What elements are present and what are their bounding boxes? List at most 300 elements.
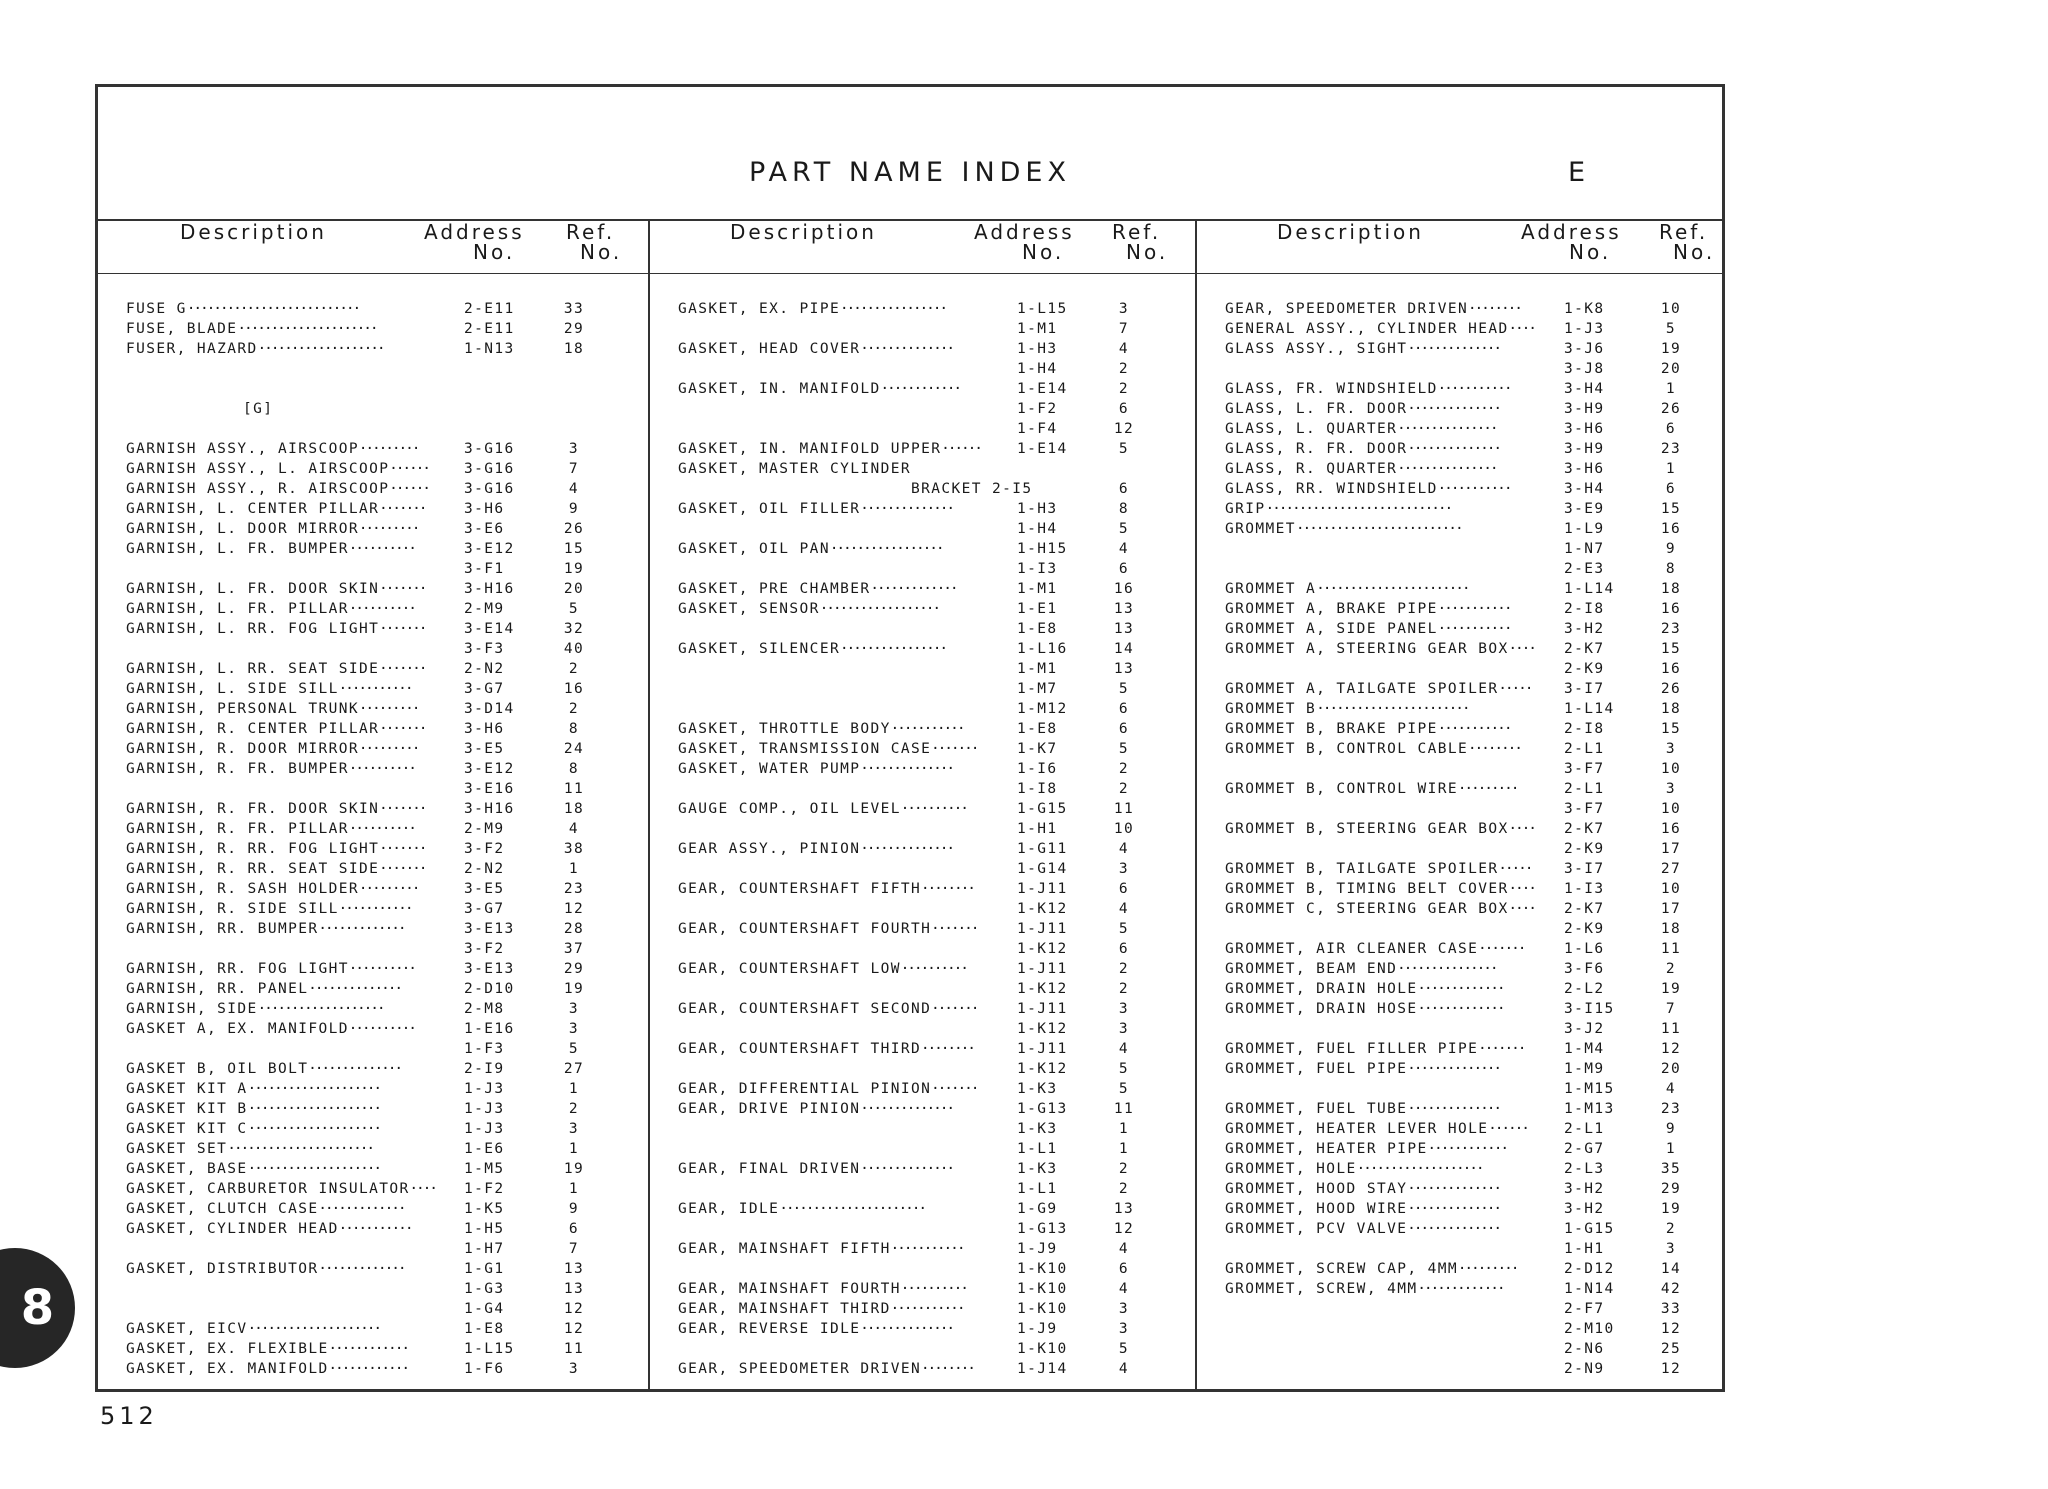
part-description: GEAR, SPEEDOMETER DRIVEN — [1225, 301, 1469, 317]
header-address: Address — [974, 220, 1075, 244]
part-description: FUSE G — [126, 301, 187, 317]
ref-no: 11 — [563, 1341, 585, 1357]
index-row — [1197, 559, 1722, 579]
ref-no: 2 — [1118, 1181, 1130, 1197]
address-no: 1-J11 — [1017, 1041, 1068, 1057]
index-row — [650, 459, 1195, 479]
address-no: 1-N13 — [464, 341, 515, 357]
part-description: GASKET, PRE CHAMBER — [678, 581, 871, 597]
dot-leader: ···················· — [247, 1081, 381, 1097]
ref-no: 5 — [1665, 321, 1677, 337]
index-row — [98, 1039, 648, 1059]
ref-no: 16 — [1660, 821, 1682, 837]
address-no: 1-E6 — [464, 1141, 505, 1157]
part-description: GROMMET, FUEL PIPE — [1225, 1061, 1408, 1077]
ref-no: 26 — [1660, 401, 1682, 417]
index-row — [650, 739, 1195, 759]
ref-no: 20 — [563, 581, 585, 597]
ref-no: 1 — [568, 1141, 580, 1157]
dot-leader: ······· — [1478, 941, 1525, 957]
dot-leader: ·················· — [819, 601, 940, 617]
index-row — [650, 999, 1195, 1019]
index-row — [1197, 739, 1722, 759]
index-row — [98, 839, 648, 859]
ref-no: 2 — [568, 701, 580, 717]
address-no: 1-G9 — [1017, 1201, 1058, 1217]
ref-no: 5 — [568, 1041, 580, 1057]
ref-no: 14 — [1660, 1261, 1682, 1277]
part-description: GENERAL ASSY., CYLINDER HEAD — [1225, 321, 1509, 337]
ref-no: 14 — [1113, 641, 1135, 657]
index-row — [98, 1239, 648, 1259]
index-row — [1197, 659, 1722, 679]
index-row — [1197, 1159, 1722, 1179]
address-no: 3-E12 — [464, 761, 515, 777]
index-row — [1197, 1139, 1722, 1159]
ref-no: 3 — [1118, 1301, 1130, 1317]
ref-no: 6 — [1118, 701, 1130, 717]
ref-no: 6 — [1118, 881, 1130, 897]
ref-no: 40 — [563, 641, 585, 657]
dot-leader: ·············· — [860, 1101, 953, 1117]
address-no: 3-H6 — [1564, 421, 1605, 437]
address-no: 1-J11 — [1017, 921, 1068, 937]
ref-no: 7 — [568, 1241, 580, 1257]
part-description: GASKET, DISTRIBUTOR — [126, 1261, 319, 1277]
address-no: 2-N6 — [1564, 1341, 1605, 1357]
dot-leader: ······ — [389, 461, 429, 477]
address-no: 2-K7 — [1564, 641, 1605, 657]
part-description: GARNISH, R. DOOR MIRROR — [126, 741, 359, 757]
dot-leader: ·········· — [348, 1021, 415, 1037]
part-description: GEAR, COUNTERSHAFT SECOND — [678, 1001, 932, 1017]
dot-leader: ················ — [839, 641, 946, 657]
address-no: 1-E16 — [464, 1021, 515, 1037]
ref-no: 5 — [1118, 741, 1130, 757]
address-no: 1-K12 — [1017, 941, 1068, 957]
index-row — [1197, 1319, 1722, 1339]
part-description: GEAR, FINAL DRIVEN — [678, 1161, 861, 1177]
part-description: GLASS, L. QUARTER — [1225, 421, 1398, 437]
index-row — [1197, 1119, 1722, 1139]
index-row — [98, 399, 648, 419]
ref-no: 11 — [1113, 1101, 1135, 1117]
index-row — [650, 1179, 1195, 1199]
index-row — [98, 819, 648, 839]
ref-no: 18 — [563, 801, 585, 817]
ref-no: 35 — [1660, 1161, 1682, 1177]
header-ref-no: No. — [580, 240, 623, 264]
part-description: GROMMET A, BRAKE PIPE — [1225, 601, 1438, 617]
ref-no: 20 — [1660, 1061, 1682, 1077]
address-no: 3-H4 — [1564, 381, 1605, 397]
ref-no: 4 — [1118, 1281, 1130, 1297]
ref-no: 5 — [1118, 521, 1130, 537]
ref-no: 1 — [568, 861, 580, 877]
ref-no: 2 — [1118, 761, 1130, 777]
dot-leader: ····················· — [237, 321, 377, 337]
dot-leader: ·············· — [1407, 1201, 1500, 1217]
address-no: 2-I9 — [464, 1061, 505, 1077]
index-row — [1197, 1099, 1722, 1119]
address-no: 3-E14 — [464, 621, 515, 637]
address-no: 2-E11 — [464, 301, 515, 317]
dot-leader: ··············· — [1397, 421, 1497, 437]
address-no: 3-H6 — [464, 501, 505, 517]
ref-no: 16 — [563, 681, 585, 697]
address-no: 1-K12 — [1017, 1061, 1068, 1077]
index-row — [1197, 819, 1722, 839]
part-description: GROMMET B, CONTROL CABLE — [1225, 741, 1469, 757]
address-no: 1-K10 — [1017, 1301, 1068, 1317]
dot-leader: ······· — [379, 581, 426, 597]
index-row — [650, 779, 1195, 799]
address-no: 2-D12 — [1564, 1261, 1615, 1277]
index-row — [98, 1139, 648, 1159]
part-description: GASKET, EX. PIPE — [678, 301, 841, 317]
ref-no: 13 — [1113, 661, 1135, 677]
ref-no: 23 — [1660, 441, 1682, 457]
ref-no: 37 — [563, 941, 585, 957]
dot-leader: ··········· — [890, 1301, 964, 1317]
part-description: GARNISH, R. FR. DOOR SKIN — [126, 801, 380, 817]
index-row — [650, 679, 1195, 699]
dot-leader: ······· — [931, 1081, 978, 1097]
address-no: 3-F1 — [464, 561, 505, 577]
dot-leader: ················ — [839, 301, 946, 317]
dot-leader: ········ — [1467, 741, 1521, 757]
index-row — [650, 479, 1195, 499]
index-row — [650, 499, 1195, 519]
part-description: GARNISH, L. FR. BUMPER — [126, 541, 349, 557]
part-description: GLASS ASSY., SIGHT — [1225, 341, 1408, 357]
address-no: 3-F2 — [464, 941, 505, 957]
part-description: GARNISH, R. SIDE SILL — [126, 901, 339, 917]
index-row — [98, 1339, 648, 1359]
ref-no: 11 — [1660, 941, 1682, 957]
ref-no: 6 — [1665, 481, 1677, 497]
dot-leader: ···· — [1508, 321, 1535, 337]
header-ref-no: No. — [1673, 240, 1716, 264]
index-row — [98, 1299, 648, 1319]
ref-no: 5 — [1118, 441, 1130, 457]
address-no: 3-E9 — [1564, 501, 1605, 517]
index-row — [1197, 599, 1722, 619]
dot-leader: ······· — [379, 861, 426, 877]
index-row — [98, 799, 648, 819]
ref-no: 7 — [1118, 321, 1130, 337]
part-description: FUSER, HAZARD — [126, 341, 258, 357]
address-no: 1-K12 — [1017, 1021, 1068, 1037]
address-no: 1-I8 — [1017, 781, 1058, 797]
part-description: GLASS, RR. WINDSHIELD — [1225, 481, 1438, 497]
index-row — [98, 1359, 648, 1379]
index-row — [650, 1139, 1195, 1159]
address-no: 1-M13 — [1564, 1101, 1615, 1117]
part-description: FUSE, BLADE — [126, 321, 238, 337]
dot-leader: ···· — [1508, 901, 1535, 917]
ref-no: 6 — [1118, 401, 1130, 417]
part-description: GEAR, MAINSHAFT FOURTH — [678, 1281, 901, 1297]
part-description: GROMMET A, TAILGATE SPOILER — [1225, 681, 1499, 697]
index-row — [1197, 379, 1722, 399]
part-description: GASKET, OIL PAN — [678, 541, 830, 557]
ref-no: 3 — [1118, 1001, 1130, 1017]
ref-no: 1 — [568, 1081, 580, 1097]
ref-no: 5 — [568, 601, 580, 617]
ref-no: 6 — [1118, 1261, 1130, 1277]
ref-no: 13 — [563, 1281, 585, 1297]
index-row — [1197, 1179, 1722, 1199]
index-row — [98, 859, 648, 879]
address-no: 2-L1 — [1564, 781, 1605, 797]
ref-no: 7 — [1665, 1001, 1677, 1017]
address-no: 1-H1 — [1564, 1241, 1605, 1257]
part-description: GARNISH, SIDE — [126, 1001, 258, 1017]
dot-leader: ············ — [1427, 1141, 1507, 1157]
index-row — [650, 559, 1195, 579]
dot-leader: ·············· — [1407, 1061, 1500, 1077]
index-row — [1197, 899, 1722, 919]
ref-no: 15 — [1660, 721, 1682, 737]
address-no: 2-L1 — [1564, 741, 1605, 757]
part-description: GROMMET A, SIDE PANEL — [1225, 621, 1438, 637]
dot-leader: ········ — [920, 1041, 974, 1057]
part-description: GEAR, COUNTERSHAFT LOW — [678, 961, 901, 977]
index-row — [650, 979, 1195, 999]
dot-leader: ·············· — [860, 761, 953, 777]
part-description: BRACKET 2-I5 — [678, 481, 1033, 497]
header-address-no: No. — [473, 240, 516, 264]
dot-leader: ·············· — [1407, 1101, 1500, 1117]
address-no: 2-E11 — [464, 321, 515, 337]
address-no: 3-F6 — [1564, 961, 1605, 977]
address-no: 1-F6 — [464, 1361, 505, 1377]
ref-no: 27 — [1660, 861, 1682, 877]
ref-no: 13 — [1113, 1201, 1135, 1217]
address-no: 3-H2 — [1564, 621, 1605, 637]
address-no: 1-N14 — [1564, 1281, 1615, 1297]
header-ref: Ref. — [1659, 220, 1709, 244]
address-no: 1-J3 — [464, 1121, 505, 1137]
address-no: 1-J11 — [1017, 881, 1068, 897]
part-description: GASKET KIT B — [126, 1101, 248, 1117]
address-no: 1-E8 — [1017, 621, 1058, 637]
dot-leader: ······················ — [779, 1201, 926, 1217]
part-description: GROMMET, HEATER PIPE — [1225, 1141, 1428, 1157]
part-description: GROMMET, HOLE — [1225, 1161, 1357, 1177]
part-description: GARNISH, R. CENTER PILLAR — [126, 721, 380, 737]
index-row — [650, 379, 1195, 399]
ref-no: 4 — [568, 481, 580, 497]
ref-no: 28 — [563, 921, 585, 937]
dot-leader: ············ — [880, 381, 960, 397]
index-row — [1197, 1279, 1722, 1299]
dot-leader: ······· — [1478, 1041, 1525, 1057]
address-no: 1-G11 — [1017, 841, 1068, 857]
part-description: GARNISH, L. SIDE SILL — [126, 681, 339, 697]
index-row — [98, 739, 648, 759]
dot-leader: ·········· — [900, 801, 967, 817]
ref-no: 25 — [1660, 1341, 1682, 1357]
ref-no: 26 — [1660, 681, 1682, 697]
index-row — [650, 299, 1195, 319]
part-description: GARNISH ASSY., R. AIRSCOOP — [126, 481, 390, 497]
ref-no: 32 — [563, 621, 585, 637]
index-row — [1197, 1199, 1722, 1219]
index-column-1 — [98, 221, 648, 1389]
dot-leader: ·············· — [1407, 441, 1500, 457]
ref-no: 29 — [1660, 1181, 1682, 1197]
address-no: 2-N9 — [1564, 1361, 1605, 1377]
part-description: GLASS, R. QUARTER — [1225, 461, 1398, 477]
index-row — [1197, 999, 1722, 1019]
part-description: GASKET KIT A — [126, 1081, 248, 1097]
part-description: GARNISH, R. SASH HOLDER — [126, 881, 359, 897]
index-row — [650, 539, 1195, 559]
dot-leader: ··············· — [1397, 961, 1497, 977]
ref-no: 12 — [563, 1321, 585, 1337]
part-description: GLASS, FR. WINDSHIELD — [1225, 381, 1438, 397]
part-description: GEAR, COUNTERSHAFT THIRD — [678, 1041, 922, 1057]
dot-leader: ···· — [1508, 641, 1535, 657]
address-no: 1-F4 — [1017, 421, 1058, 437]
part-description: GEAR, DIFFERENTIAL PINION — [678, 1081, 932, 1097]
index-rows — [98, 299, 648, 1379]
dot-leader: ··················· — [257, 341, 384, 357]
ref-no: 3 — [568, 1361, 580, 1377]
part-description: GARNISH, L. FR. DOOR SKIN — [126, 581, 380, 597]
dot-leader: ···· — [1508, 881, 1535, 897]
address-no: 2-I8 — [1564, 721, 1605, 737]
index-row — [1197, 1359, 1722, 1379]
part-description: GASKET, SENSOR — [678, 601, 820, 617]
index-row — [98, 459, 648, 479]
dot-leader: ··········· — [890, 1241, 964, 1257]
index-row — [1197, 699, 1722, 719]
address-no: 1-H3 — [1017, 341, 1058, 357]
index-row — [650, 799, 1195, 819]
address-no: 1-I3 — [1564, 881, 1605, 897]
address-no: 1-K3 — [1017, 1121, 1058, 1137]
address-no: 1-H5 — [464, 1221, 505, 1237]
index-row — [650, 599, 1195, 619]
ref-no: 12 — [563, 901, 585, 917]
index-row — [98, 999, 648, 1019]
index-row — [1197, 1239, 1722, 1259]
address-no: 3-I7 — [1564, 861, 1605, 877]
address-no: 2-K9 — [1564, 921, 1605, 937]
part-description: GLASS, L. FR. DOOR — [1225, 401, 1408, 417]
header-description: Description — [730, 220, 877, 244]
index-row — [1197, 1059, 1722, 1079]
dot-leader: ······· — [931, 741, 978, 757]
part-description: GARNISH, L. RR. SEAT SIDE — [126, 661, 380, 677]
index-row — [98, 719, 648, 739]
index-row — [650, 839, 1195, 859]
index-row — [1197, 759, 1722, 779]
address-no: 1-L15 — [1017, 301, 1068, 317]
ref-no: 8 — [568, 761, 580, 777]
part-description: GEAR ASSY., PINION — [678, 841, 861, 857]
ref-no: 23 — [1660, 1101, 1682, 1117]
index-row — [1197, 719, 1722, 739]
ref-no: 4 — [1118, 841, 1130, 857]
index-row — [1197, 779, 1722, 799]
ref-no: 9 — [1665, 1121, 1677, 1137]
index-row — [650, 1239, 1195, 1259]
address-no: 3-E13 — [464, 961, 515, 977]
ref-no: 4 — [1118, 1361, 1130, 1377]
ref-no: 1 — [1665, 461, 1677, 477]
dot-leader: ···························· — [1265, 501, 1452, 517]
ref-no: 6 — [1118, 481, 1130, 497]
address-no: 1-L15 — [464, 1341, 515, 1357]
dot-leader: ···· — [1508, 821, 1535, 837]
index-row — [1197, 359, 1722, 379]
dot-leader: ·············· — [860, 841, 953, 857]
ref-no: 20 — [1660, 361, 1682, 377]
dot-leader: ······· — [379, 801, 426, 817]
index-row — [650, 1319, 1195, 1339]
address-no: 1-E8 — [464, 1321, 505, 1337]
index-row — [98, 1119, 648, 1139]
address-no: 3-G16 — [464, 441, 515, 457]
address-no: 1-G1 — [464, 1261, 505, 1277]
ref-no: 7 — [568, 461, 580, 477]
address-no: 3-F3 — [464, 641, 505, 657]
address-no: 3-H6 — [464, 721, 505, 737]
index-row — [98, 1019, 648, 1039]
address-no: 3-H2 — [1564, 1201, 1605, 1217]
dot-leader: ········ — [1467, 301, 1521, 317]
column-header — [650, 221, 1195, 273]
index-row — [98, 1319, 648, 1339]
address-no: 1-J14 — [1017, 1361, 1068, 1377]
dot-leader: ····· — [1498, 861, 1532, 877]
part-description: GASKET, SILENCER — [678, 641, 841, 657]
dot-leader: ·········· — [348, 821, 415, 837]
dot-leader: ··········· — [1437, 381, 1511, 397]
address-no: 1-M1 — [1017, 321, 1058, 337]
index-row — [650, 359, 1195, 379]
ref-no: 8 — [568, 721, 580, 737]
index-row — [650, 319, 1195, 339]
index-row — [650, 919, 1195, 939]
part-description: GROMMET, FUEL TUBE — [1225, 1101, 1408, 1117]
ref-no: 33 — [1660, 1301, 1682, 1317]
address-no: 1-F3 — [464, 1041, 505, 1057]
address-no: 3-H16 — [464, 581, 515, 597]
index-row — [650, 1159, 1195, 1179]
dot-leader: ·············· — [860, 501, 953, 517]
part-description: GARNISH ASSY., L. AIRSCOOP — [126, 461, 390, 477]
ref-no: 18 — [1660, 921, 1682, 937]
dot-leader: ···················· — [247, 1121, 381, 1137]
ref-no: 9 — [1665, 541, 1677, 557]
part-description: GEAR, REVERSE IDLE — [678, 1321, 861, 1337]
part-description: GARNISH, R. FR. PILLAR — [126, 821, 349, 837]
ref-no: 2 — [1118, 361, 1130, 377]
address-no: 2-L1 — [1564, 1121, 1605, 1137]
index-row — [650, 1039, 1195, 1059]
index-row — [1197, 539, 1722, 559]
dot-leader: ·············· — [860, 1161, 953, 1177]
address-no: 1-G3 — [464, 1281, 505, 1297]
address-no: 1-L14 — [1564, 581, 1615, 597]
address-no: 2-G7 — [1564, 1141, 1605, 1157]
index-row — [98, 1179, 648, 1199]
